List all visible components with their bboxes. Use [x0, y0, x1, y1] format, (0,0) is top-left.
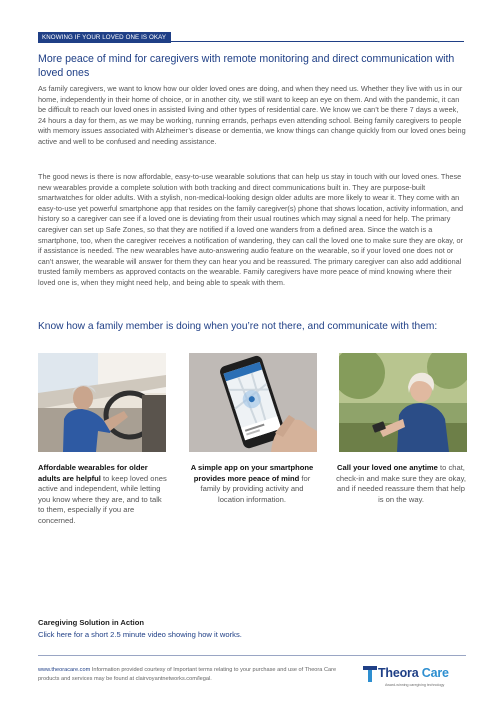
feature-caption-text: to chat, check-in and make sure they are okay, and if needed reassure them that help is on the way. — [336, 463, 466, 504]
action-suffix: for a short 2.5 minute video showing how it works. — [71, 630, 242, 639]
photo-phone-app — [189, 353, 317, 452]
action-text — [38, 630, 242, 639]
wearables-paragraph: The good news is there is now affordable, easy-to-use wearable solutions that can help us stay in touch with our loved ones. These new wearables provide a complete solution with both tracking and direct communications built in. They are purpose-built smartwatches for older adults. With a stylish, non-medical-looking design older adults are more likely to wear it. They come with an easy-to-use yet powerful smartphone app that resides on the family caregiver(s) phone that shows location, activity information, and history so a caregiver can see if a loved one is deviating from their usual routines which may signal a need for help. The primary caregiver can set up Safe Zones, so that they are notified if a loved one wanders from a defined area. Since the watch is a smartphone, too, when the caregiver receives a notification of wandering, they can call the loved one to make sure they are okay, or if assistance is needed. The new wearables have auto-answering audio feature on the wearable, so if your loved one does not or can’t answer, the wearable will answer for them they can hear you and be reassured. The primary caregiver can also add additional trusted family members as approved contacts on the wearable. Family caregivers have more peace of mind knowing where their loved one is, when they might need help, and being able to speak with them. — [38, 172, 464, 287]
intro-paragraph: As family caregivers, we want to know how our older loved ones are doing, and when they need us. Whether they live with us in our home, independently in their home of choice, or in another city, we still want to keep an eye on them. And with the pandemic, it can be difficult to reach our loved ones in assisted living and other types of residential care. We know we can’t be there 7 days a week, 24 hours a day for them, as we may be working, running errands, perhaps even attending school. Being family caregivers to people with memory issues associated with Alzheimer’s disease or dementia, we know things can change quickly from our loved ones being active and well to be confused and needing assistance. — [38, 84, 466, 146]
logo-name-care: Care — [421, 666, 449, 680]
feature-caption-bold: Call your loved one anytime — [337, 463, 438, 472]
feature-caption-bold: A simple app on your smartphone provides more peace of mind — [190, 463, 314, 483]
photo-senior-driving — [38, 353, 166, 452]
feature-caption-call — [336, 463, 466, 505]
footer-website-link[interactable]: www.theoracare.com — [38, 667, 91, 673]
section-tag: KNOWING IF YOUR LOVED ONE IS OKAY — [38, 32, 171, 43]
page-heading: More peace of mind for caregivers with remote monitoring and direct communication with loved ones — [38, 53, 455, 79]
section-subheading: Know how a family member is doing when you’re not there, and communicate with them: — [38, 321, 438, 332]
action-title: Caregiving Solution in Action — [38, 618, 145, 627]
footer-text — [38, 666, 356, 683]
logo-wordmark — [378, 666, 449, 680]
video-link[interactable]: Click here — [38, 630, 72, 639]
theora-care-logo — [363, 664, 463, 692]
footer-divider — [38, 655, 466, 656]
section-tag-rule — [38, 41, 464, 42]
feature-caption-text: for family by providing activity and location information. — [200, 473, 311, 504]
feature-caption-text: to keep loved ones active and independent, while letting you know where they are, and to talk to them, especially if you are concerned. — [38, 473, 167, 525]
feature-caption-wearables — [38, 463, 168, 527]
logo-mark-icon — [363, 666, 377, 682]
footer-disclaimer: Information provided courtesy of Important terms relating to your purchase and use of Theora Care products and services may be found at clairvoyantnetworks.com/legal. — [38, 667, 337, 682]
feature-caption-app — [187, 463, 317, 505]
logo-name-theora: Theora — [378, 666, 419, 680]
feature-caption-bold: Affordable wearables for older adults are helpful — [38, 463, 148, 483]
logo-tagline: Award-winning caregiving technology — [385, 683, 445, 687]
photo-senior-calling — [339, 353, 467, 452]
